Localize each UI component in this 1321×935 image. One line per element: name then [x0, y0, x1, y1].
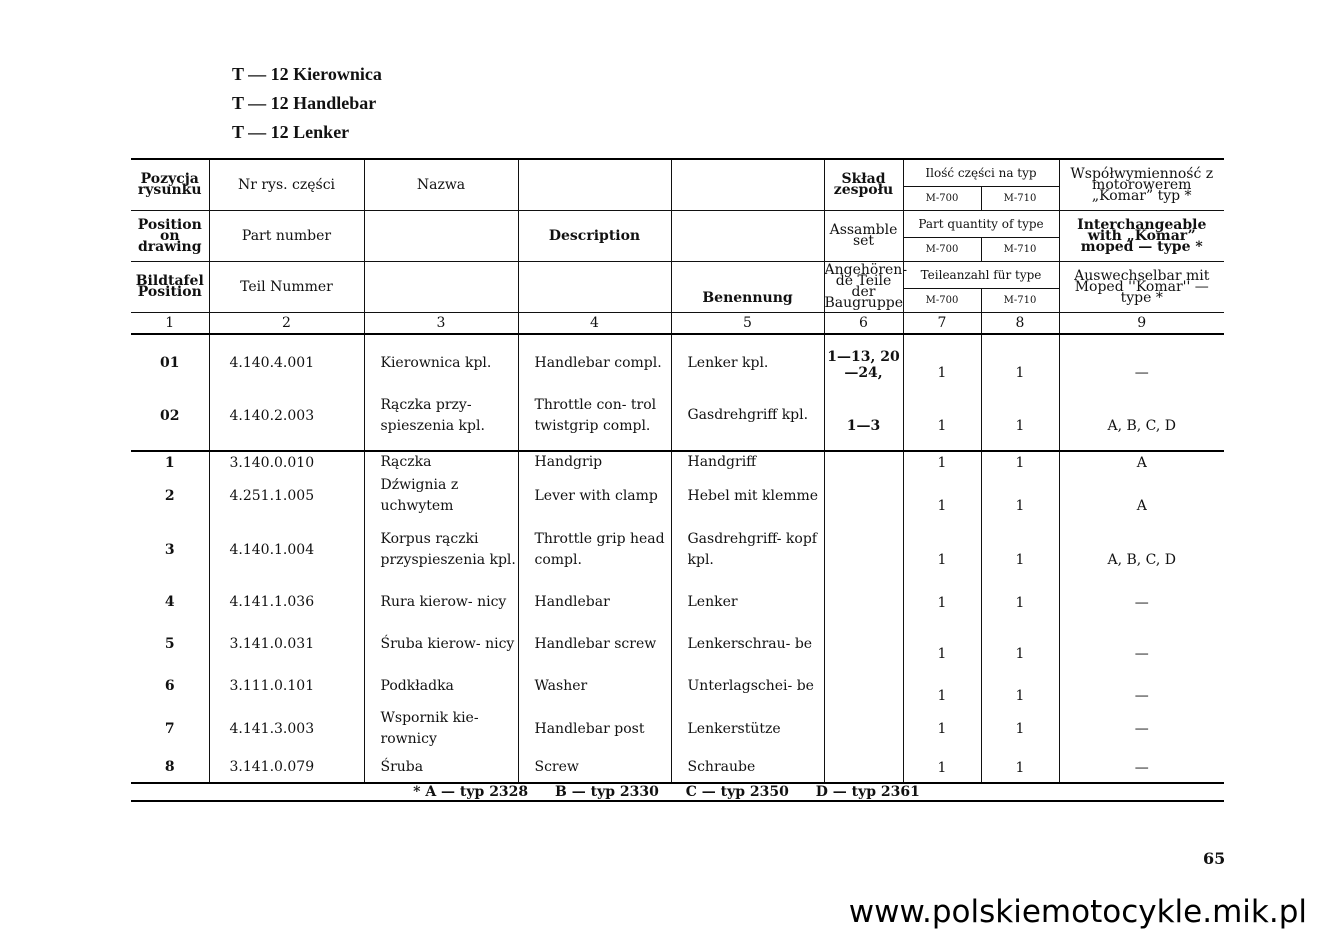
- cell-name-de: Gasdrehgriff- kopf kpl.: [671, 517, 824, 580]
- cell-name-de: Handgriff: [671, 451, 824, 473]
- footnote-a: * A — typ 2328: [413, 784, 529, 800]
- table-row: [131, 517, 1224, 580]
- header-empty-5b: [671, 211, 824, 262]
- header-empty-5: [671, 159, 824, 211]
- cell-set-empty: [824, 664, 903, 706]
- cell-interchange: —: [1059, 580, 1224, 622]
- colnum: 1: [131, 313, 209, 335]
- cell-qty-m710: 1: [981, 381, 1059, 451]
- cell-pos: 01: [160, 355, 180, 371]
- cell-partno: 4.140.1.004: [209, 517, 364, 580]
- cell-set-empty: [824, 451, 903, 473]
- table-row: [131, 664, 1224, 706]
- header-nazwa: Nazwa: [364, 159, 518, 211]
- cell-pos: 6: [164, 678, 175, 694]
- header-wspol-de: Auswechselbar mit Moped ''Komar'' — type *: [1059, 262, 1224, 313]
- cell-qty-m700: 1: [903, 334, 981, 381]
- colnum: 5: [671, 313, 824, 335]
- header-m710-c: M-710: [1003, 295, 1037, 306]
- cell-name-en: Throttle con- trol twistgrip compl.: [518, 381, 671, 451]
- title-english: T — 12 Handlebar: [232, 93, 377, 113]
- cell-qty-m710: 1: [981, 706, 1059, 750]
- cell-partno: 4.141.3.003: [209, 706, 364, 750]
- footnote-d: D — typ 2361: [815, 784, 920, 800]
- table-row: [131, 334, 1224, 381]
- header-pos-pl: Pozycja rysunku: [131, 159, 209, 211]
- table-row: [131, 622, 1224, 664]
- cell-name-pl: Rączka: [364, 451, 518, 473]
- cell-partno: 4.251.1.005: [209, 473, 364, 517]
- cell-name-pl: Kierownica kpl.: [364, 334, 518, 381]
- header-sklad-pl: Skład zespołu: [824, 159, 903, 211]
- cell-qty-m710: 1: [981, 622, 1059, 664]
- header-ilosc-en: [903, 211, 1059, 262]
- cell-set-empty: [824, 580, 903, 622]
- cell-name-en: Handlebar screw: [518, 622, 671, 664]
- cell-set-empty: [824, 622, 903, 664]
- cell-set-empty: [824, 473, 903, 517]
- footnote: [131, 783, 1224, 801]
- cell-interchange: A: [1059, 473, 1224, 517]
- colnum: 4: [518, 313, 671, 335]
- cell-interchange: —: [1059, 622, 1224, 664]
- header-pos-en: Position on drawing: [131, 211, 209, 262]
- cell-pos: 02: [160, 407, 180, 424]
- cell-partno: 3.141.0.031: [209, 622, 364, 664]
- cell-partno: 3.140.0.010: [209, 451, 364, 473]
- cell-name-pl: Wspornik kie- rownicy: [364, 706, 518, 750]
- cell-name-de: Unterlagschei- be: [671, 664, 824, 706]
- cell-pos: 4: [164, 594, 175, 610]
- footnote-c: C — typ 2350: [685, 784, 789, 800]
- cell-qty-m700: 1: [903, 517, 981, 580]
- cell-qty-m710: 1: [981, 580, 1059, 622]
- header-description: Description: [518, 211, 671, 262]
- table-row: [131, 750, 1224, 783]
- cell-name-en: Washer: [518, 664, 671, 706]
- cell-interchange: —: [1059, 664, 1224, 706]
- header-quantity-label: Part quantity of type: [904, 211, 1059, 238]
- cell-qty-m700: 1: [903, 664, 981, 706]
- table-row: [131, 580, 1224, 622]
- cell-interchange: —: [1059, 706, 1224, 750]
- cell-name-pl: Dźwignia z uchwytem: [364, 473, 518, 517]
- header-m700: M-700: [904, 187, 982, 210]
- cell-name-en: Handgrip: [518, 451, 671, 473]
- cell-pos: 1: [131, 451, 209, 473]
- cell-qty-m710: 1: [981, 473, 1059, 517]
- header-teileanzahl-label: Teileanzahl für type: [904, 262, 1059, 289]
- header-ilosc-de: [903, 262, 1059, 313]
- header-ilosc-pl: [903, 159, 1059, 211]
- header-m700-c: M-700: [904, 289, 982, 312]
- colnum: 9: [1059, 313, 1224, 335]
- title-german: T — 12 Lenker: [232, 122, 350, 142]
- cell-name-pl: Korpus rączki przyspieszenia kpl.: [364, 517, 518, 580]
- header-wspol-pl: Współwymienność z motorowerem „Komar” typ *: [1059, 159, 1224, 211]
- header-benennung: Benennung: [671, 262, 824, 313]
- cell-partno: 4.141.1.036: [209, 580, 364, 622]
- table-row: [131, 451, 1224, 473]
- cell-pos: 5: [164, 636, 175, 652]
- column-number-row: [131, 313, 1224, 335]
- cell-pos: 7: [164, 721, 175, 737]
- cell-name-en: Lever with clamp: [518, 473, 671, 517]
- cell-name-en: Handlebar post: [518, 706, 671, 750]
- cell-interchange: A, B, C, D: [1059, 517, 1224, 580]
- cell-pos: 2: [164, 488, 175, 504]
- title-polish: T — 12 Kierownica: [232, 64, 382, 84]
- cell-qty-m710: 1: [981, 334, 1059, 381]
- cell-partno: 3.111.0.101: [209, 664, 364, 706]
- cell-qty-m700: 1: [903, 580, 981, 622]
- footnote-b: B — typ 2330: [555, 784, 659, 800]
- cell-name-de: Gasdrehgriff kpl.: [671, 381, 824, 451]
- cell-qty-m700: 1: [903, 451, 981, 473]
- cell-name-de: Lenker kpl.: [671, 334, 824, 381]
- cell-name-pl: Śruba: [364, 750, 518, 783]
- parts-table: [131, 158, 1224, 802]
- header-m700-b: M-700: [904, 238, 982, 261]
- cell-partno: 3.141.0.079: [209, 750, 364, 783]
- colnum: 2: [209, 313, 364, 335]
- cell-name-de: Lenkerstütze: [671, 706, 824, 750]
- cell-pos: 8: [164, 759, 175, 775]
- cell-qty-m700: 1: [903, 473, 981, 517]
- cell-partno: 4.140.4.001: [209, 334, 364, 381]
- cell-name-pl: Śruba kierow- nicy: [364, 622, 518, 664]
- cell-qty-m710: 1: [981, 517, 1059, 580]
- cell-name-pl: Rączka przy- spieszenia kpl.: [364, 381, 518, 451]
- cell-name-de: Schraube: [671, 750, 824, 783]
- header-m710-b: M-710: [1003, 244, 1037, 255]
- header-ilosc-label: Ilość części na typ: [904, 160, 1059, 187]
- cell-qty-m700: 1: [903, 706, 981, 750]
- header-partno-pl: Nr rys. części: [209, 159, 364, 211]
- header-empty-3b: [364, 211, 518, 262]
- colnum: 3: [364, 313, 518, 335]
- header-partno-en: Part number: [209, 211, 364, 262]
- header-pos-de: Bildtafel Position: [131, 262, 209, 313]
- cell-qty-m710: 1: [981, 750, 1059, 783]
- table-row: [131, 381, 1224, 451]
- table-row: [131, 473, 1224, 517]
- cell-qty-m700: 1: [903, 381, 981, 451]
- footnote-row: [131, 783, 1224, 801]
- cell-set-empty: [824, 706, 903, 750]
- cell-name-pl: Podkładka: [364, 664, 518, 706]
- cell-set: 1—3: [824, 381, 903, 451]
- cell-partno: 4.140.2.003: [209, 381, 364, 451]
- cell-interchange: A: [1059, 451, 1224, 473]
- header-m710: M-710: [1003, 193, 1037, 204]
- header-sklad-en: Assamble set: [824, 211, 903, 262]
- cell-qty-m700: 1: [903, 622, 981, 664]
- cell-name-de: Lenkerschrau- be: [671, 622, 824, 664]
- cell-name-en: Handlebar: [518, 580, 671, 622]
- cell-interchange: A, B, C, D: [1059, 381, 1224, 451]
- header-partno-de: Teil Nummer: [209, 262, 364, 313]
- colnum: 8: [981, 313, 1059, 335]
- cell-pos: 3: [164, 541, 175, 558]
- cell-name-pl: Rura kierow- nicy: [364, 580, 518, 622]
- cell-name-en: Throttle grip head compl.: [518, 517, 671, 580]
- header-empty-3c: [364, 262, 518, 313]
- header-wspol-en: Interchangeable with „Komar” moped — type *: [1059, 211, 1224, 262]
- cell-name-en: Screw: [518, 750, 671, 783]
- cell-qty-m710: 1: [981, 451, 1059, 473]
- cell-qty-m710: 1: [981, 664, 1059, 706]
- cell-qty-m700: 1: [903, 750, 981, 783]
- cell-interchange: —: [1059, 334, 1224, 381]
- cell-set-empty: [824, 750, 903, 783]
- page-titles: [232, 60, 382, 147]
- website-watermark: www.polskiemotocykle.mik.pl: [848, 894, 1307, 930]
- header-empty-4: [518, 159, 671, 211]
- cell-interchange: —: [1059, 750, 1224, 783]
- colnum: 7: [903, 313, 981, 335]
- cell-name-de: Lenker: [671, 580, 824, 622]
- header-empty-4c: [518, 262, 671, 313]
- page-number: 65: [1203, 849, 1226, 868]
- cell-name-de: Hebel mit klemme: [671, 473, 824, 517]
- cell-set: 1—13, 20—24,: [824, 334, 903, 381]
- colnum: 6: [824, 313, 903, 335]
- cell-set-empty: [824, 517, 903, 580]
- table-row: [131, 706, 1224, 750]
- header-sklad-de: Angehören- de Teile der Baugruppe: [824, 262, 908, 311]
- cell-name-en: Handlebar compl.: [518, 334, 671, 381]
